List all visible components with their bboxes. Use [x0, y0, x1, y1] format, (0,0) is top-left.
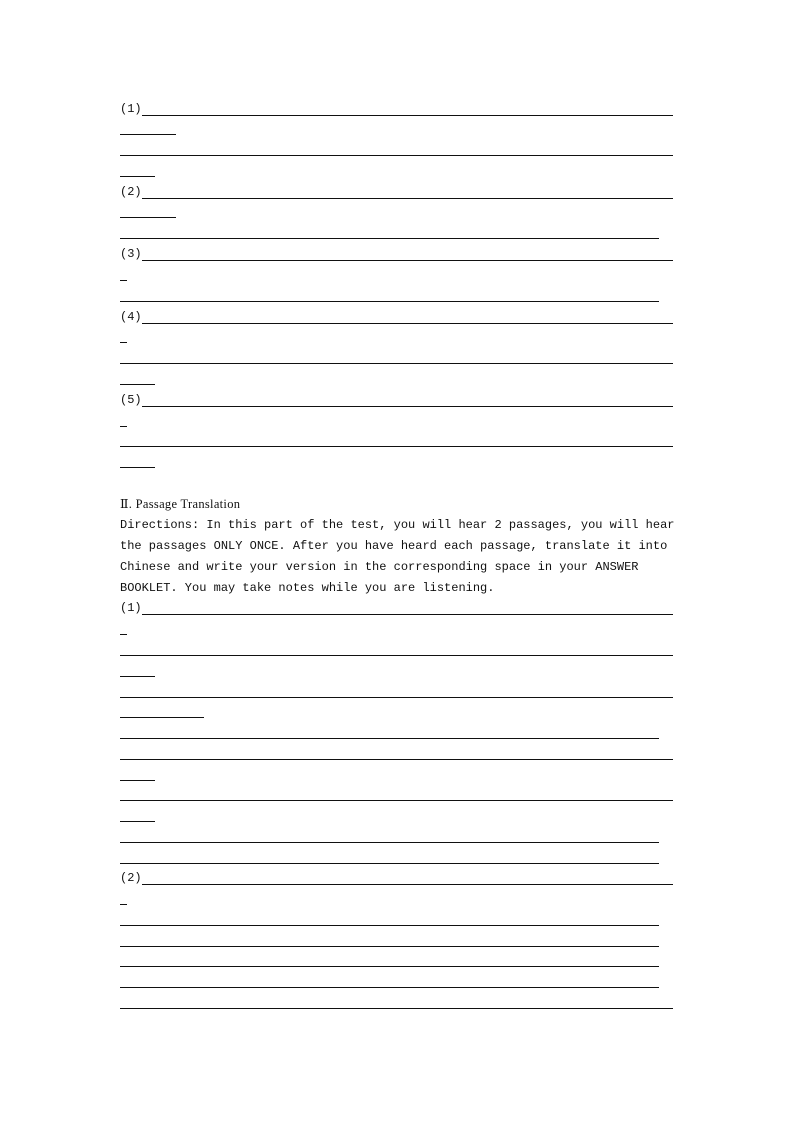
answer-line[interactable]: [120, 800, 673, 801]
directions-line-3: Chinese and write your version in the corresponding space in your ANSWER: [120, 560, 639, 574]
answer-line[interactable]: [120, 446, 673, 447]
answer-item-1: [120, 96, 673, 116]
answer-line[interactable]: [120, 363, 673, 364]
item-label: (1): [120, 601, 142, 615]
answer-line[interactable]: [142, 115, 673, 116]
item-label: (1): [120, 102, 142, 116]
answer-line[interactable]: [120, 176, 155, 177]
answer-line[interactable]: [120, 155, 673, 156]
answer-line[interactable]: [120, 738, 659, 739]
answer-line[interactable]: [120, 655, 673, 656]
answer-line[interactable]: [120, 238, 659, 239]
answer-line[interactable]: [120, 987, 659, 988]
answer-item-3: [120, 241, 673, 261]
answer-line[interactable]: [142, 198, 673, 199]
item-label: (3): [120, 247, 142, 261]
answer-line[interactable]: [120, 759, 673, 760]
answer-line[interactable]: [120, 842, 659, 843]
answer-line[interactable]: [120, 217, 176, 218]
answer-line[interactable]: [120, 863, 659, 864]
answer-line[interactable]: [142, 884, 673, 885]
answer-line[interactable]: [120, 134, 176, 135]
passage-item-2: [120, 865, 673, 885]
answer-line[interactable]: [120, 925, 659, 926]
answer-item-5: [120, 387, 673, 407]
item-label: (5): [120, 393, 142, 407]
answer-line[interactable]: [120, 1008, 673, 1009]
answer-line[interactable]: [120, 280, 127, 281]
answer-line[interactable]: [120, 634, 127, 635]
item-label: (4): [120, 310, 142, 324]
passage-item-1: [120, 595, 673, 615]
answer-line[interactable]: [142, 260, 673, 261]
answer-line[interactable]: [142, 406, 673, 407]
answer-line[interactable]: [120, 946, 659, 947]
answer-line[interactable]: [120, 697, 673, 698]
answer-item-4: [120, 304, 673, 324]
answer-line[interactable]: [120, 342, 127, 343]
answer-line[interactable]: [142, 614, 673, 615]
answer-line[interactable]: [120, 821, 155, 822]
answer-line[interactable]: [120, 467, 155, 468]
answer-line[interactable]: [120, 904, 127, 905]
directions-line-1: Directions: In this part of the test, you will hear 2 passages, you will hear: [120, 518, 675, 532]
answer-line[interactable]: [120, 301, 659, 302]
answer-item-2: [120, 179, 673, 199]
item-label: (2): [120, 871, 142, 885]
answer-line[interactable]: [120, 426, 127, 427]
answer-line[interactable]: [120, 780, 155, 781]
directions-line-4: BOOKLET. You may take notes while you are listening.: [120, 581, 495, 595]
answer-line[interactable]: [120, 966, 659, 967]
item-label: (2): [120, 185, 142, 199]
answer-line[interactable]: [120, 676, 155, 677]
directions-line-2: the passages ONLY ONCE. After you have heard each passage, translate it into: [120, 539, 668, 553]
answer-line[interactable]: [120, 384, 155, 385]
section-heading: Ⅱ. Passage Translation: [120, 497, 241, 511]
answer-line[interactable]: [142, 323, 673, 324]
answer-line[interactable]: [120, 717, 204, 718]
